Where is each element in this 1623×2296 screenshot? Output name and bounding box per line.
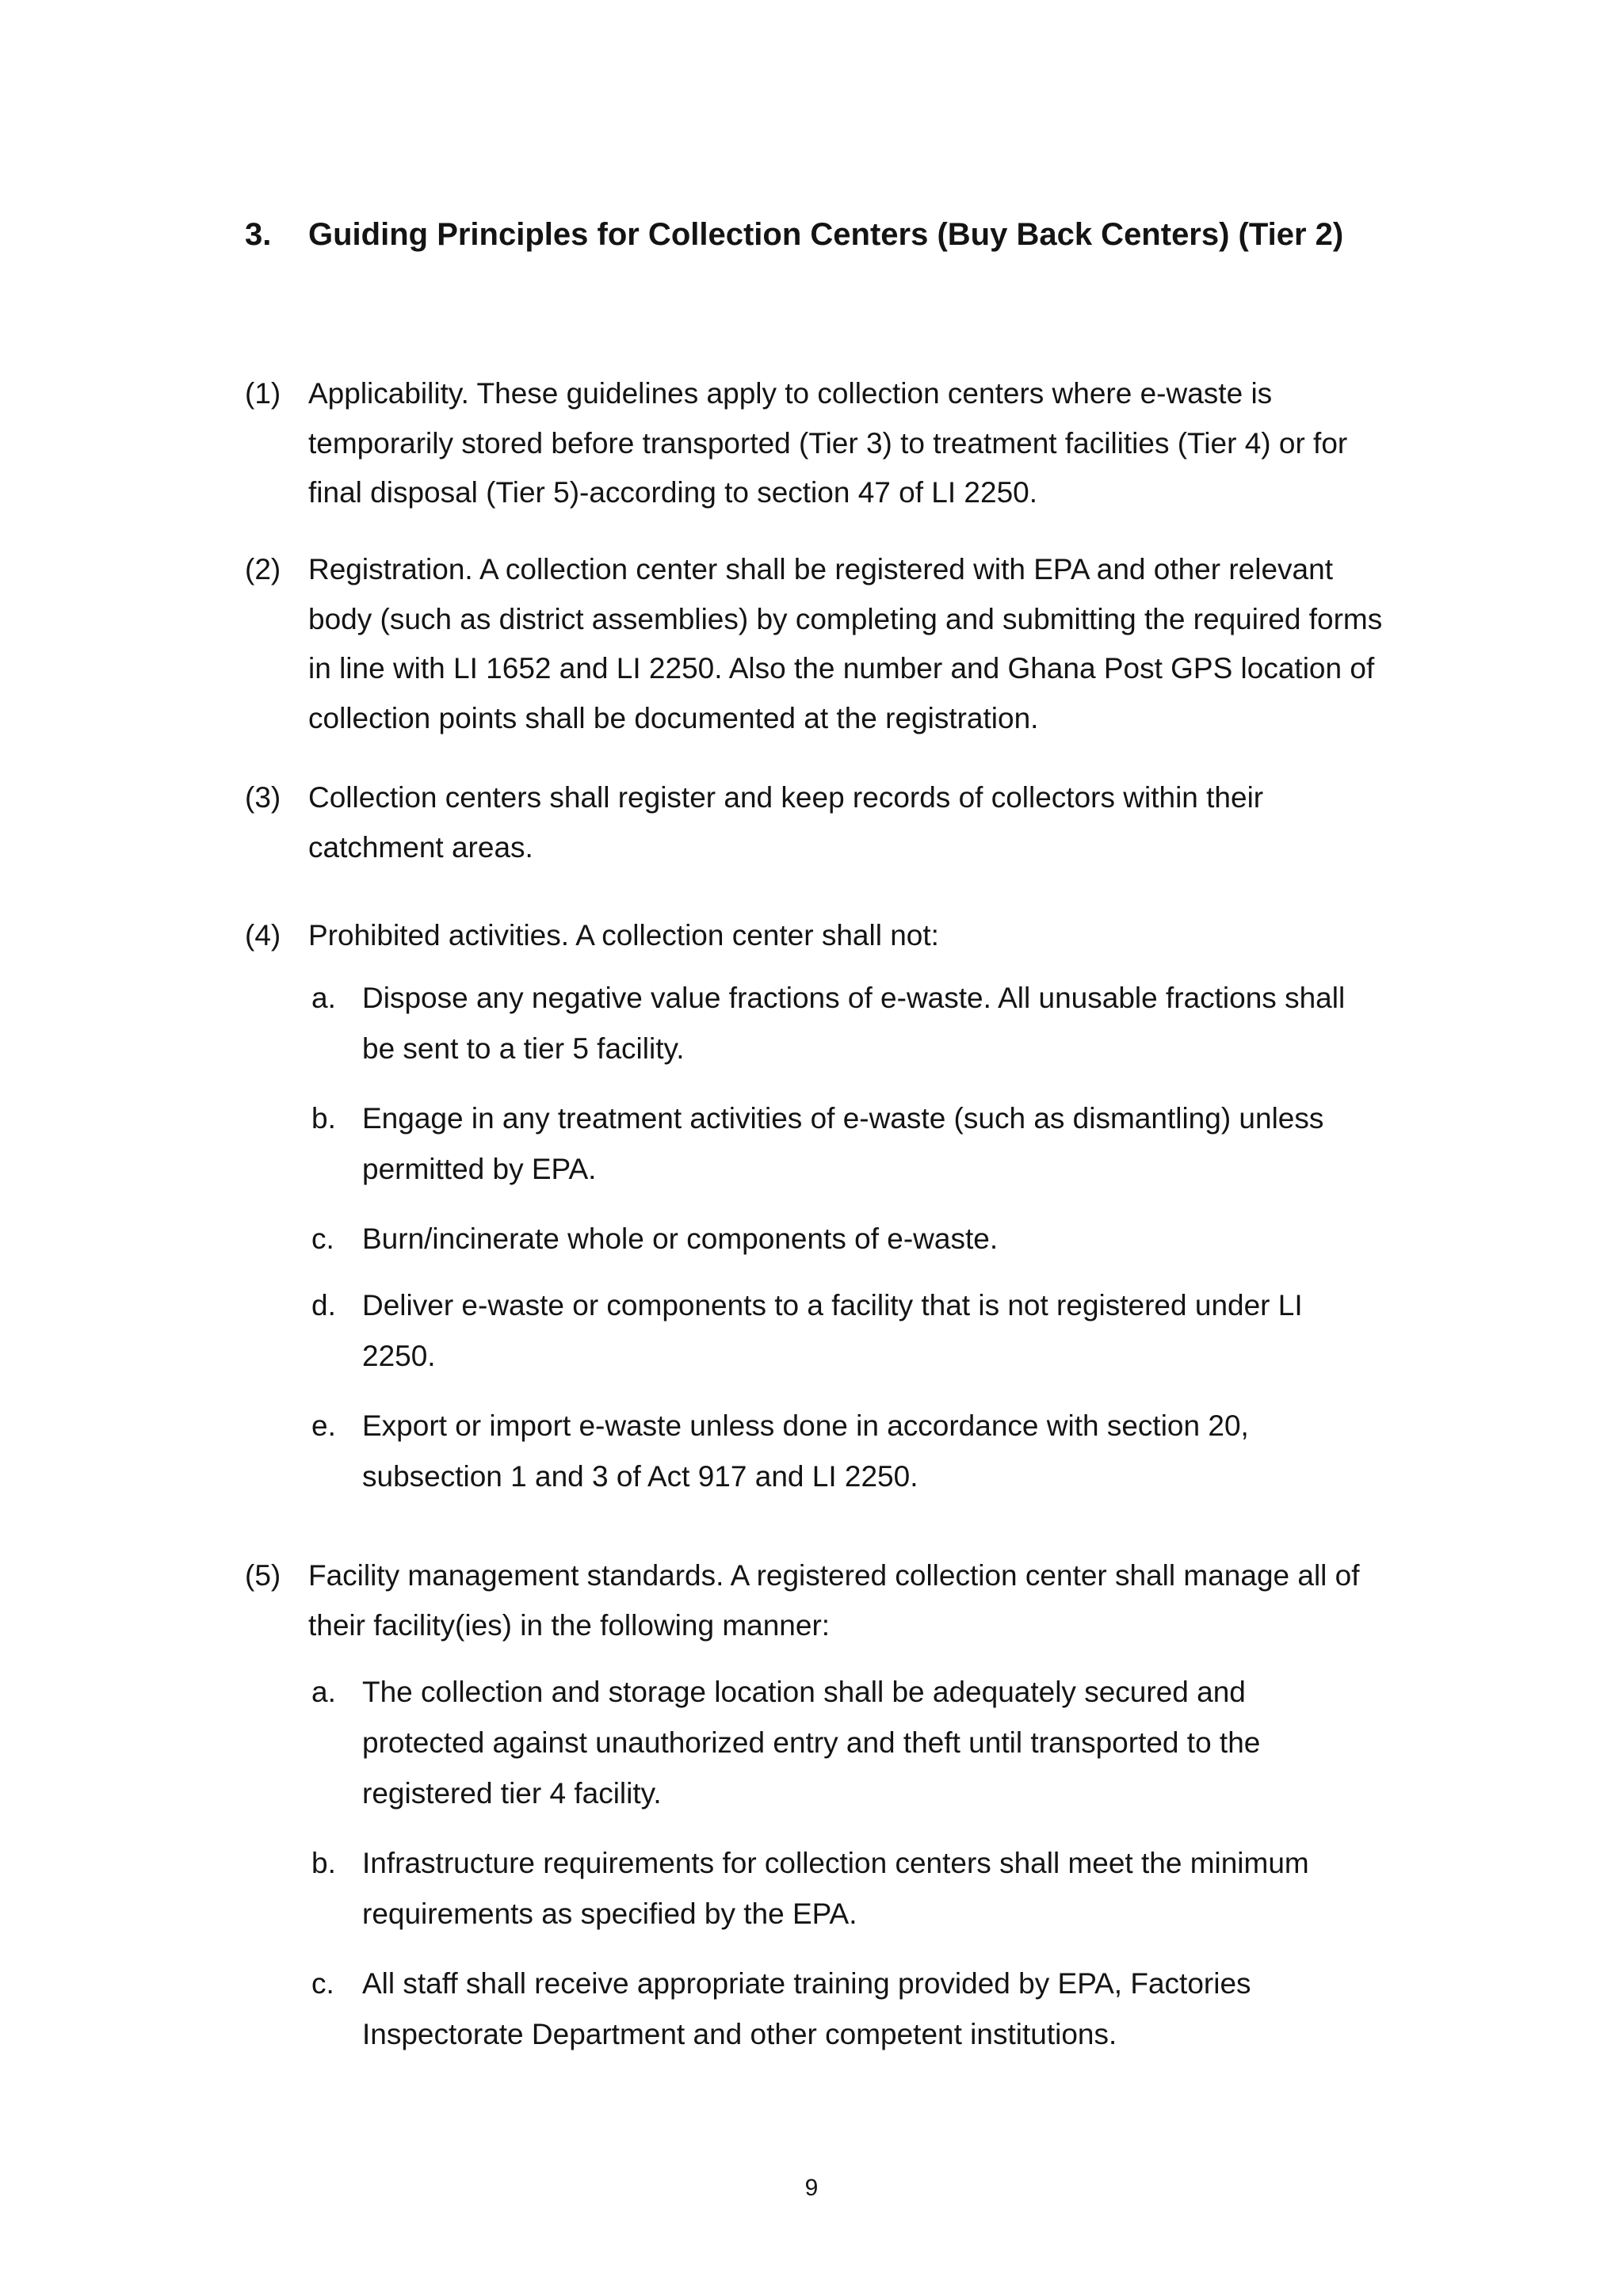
section-title: Guiding Principles for Collection Centers (Buy Back Centers) (Tier 2)	[308, 217, 1344, 252]
paragraph-number: (3)	[245, 781, 281, 814]
paragraph-2	[245, 545, 1386, 743]
list-item-text: All staff shall receive appropriate training provided by EPA, Factories Inspectorate Department and other competent institutions.	[362, 1967, 1251, 2050]
list-item	[311, 1214, 1373, 1264]
list-item-text: Engage in any treatment activities of e-waste (such as dismantling) unless permitted by EPA.	[362, 1102, 1324, 1185]
section-number: 3.	[245, 217, 272, 252]
list-item-letter: d.	[311, 1289, 336, 1322]
list-item-letter: b.	[311, 1102, 336, 1135]
paragraph-text: Collection centers shall register and keep records of collectors within their catchment areas.	[308, 781, 1264, 864]
list-item	[311, 1093, 1373, 1195]
paragraph-text: Applicability. These guidelines apply to collection centers where e-waste is temporarily stored before transported (Tier 3) to treatment facilities (Tier 4) or for final disposal (Tier 5)-according to section 47 of LI 2250.	[308, 377, 1348, 509]
list-item	[311, 1958, 1373, 2060]
list-item	[311, 1401, 1373, 1502]
list-item-letter: a.	[311, 982, 336, 1014]
paragraph-text: Facility management standards. A registered collection center shall manage all of their facility(ies) in the following manner:	[308, 1559, 1360, 1642]
list-item-letter: a.	[311, 1676, 336, 1708]
list-item-text: Deliver e-waste or components to a facility that is not registered under LI 2250.	[362, 1289, 1303, 1372]
list-item-letter: c.	[311, 1967, 334, 2000]
list-item	[311, 1280, 1373, 1382]
paragraph-1	[245, 369, 1386, 518]
list-item-letter: e.	[311, 1409, 336, 1442]
paragraph-4	[245, 911, 1386, 961]
list-item-text: Dispose any negative value fractions of e-waste. All unusable fractions shall be sent to a tier 5 facility.	[362, 982, 1346, 1065]
list-item-letter: c.	[311, 1222, 334, 1255]
list-item-text: Burn/incinerate whole or components of e-waste.	[362, 1222, 999, 1255]
list-item-letter: b.	[311, 1847, 336, 1879]
paragraph-number: (4)	[245, 919, 281, 952]
page-number: 9	[804, 2175, 819, 2201]
paragraph-number: (1)	[245, 377, 281, 410]
paragraph-number: (5)	[245, 1559, 281, 1592]
list-item-text: The collection and storage location shall be adequately secured and protected against unauthorized entry and theft until transported to the registered tier 4 facility.	[362, 1676, 1261, 1810]
list-item-text: Export or import e-waste unless done in accordance with section 20, subsection 1 and 3 of Act 917 and LI 2250.	[362, 1409, 1249, 1493]
paragraph-text: Prohibited activities. A collection center shall not:	[308, 919, 939, 952]
paragraph-5	[245, 1551, 1386, 1650]
list-item-text: Infrastructure requirements for collection centers shall meet the minimum requirements as specified by the EPA.	[362, 1847, 1309, 1930]
paragraph-3	[245, 773, 1386, 872]
list-item	[311, 1838, 1373, 1939]
section-heading	[245, 208, 1394, 261]
paragraph-number: (2)	[245, 553, 281, 585]
paragraph-text: Registration. A collection center shall be registered with EPA and other relevant body (such as district assemblies) by completing and submitting the required forms in line with LI 1652 and LI 2250. Also the number and Ghana Post GPS location of collection points shall be documented at the registration.	[308, 553, 1383, 734]
list-item	[311, 973, 1373, 1074]
list-item	[311, 1667, 1373, 1819]
